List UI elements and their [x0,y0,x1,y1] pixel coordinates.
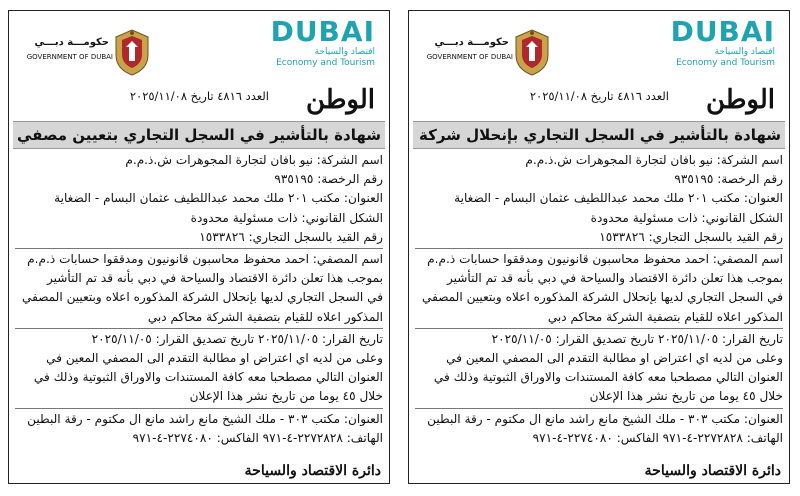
issuer-signature: دائرة الاقتصاد والسياحة [644,463,781,479]
dubai-logo-en: Economy and Tourism [276,58,375,68]
issuer-signature: دائرة الاقتصاد والسياحة [244,463,381,479]
objection-line: وعلى من لديه اي اعتراض او مطالبة التقدم الى المصفي المعين في [46,351,383,366]
dubai-logo-en: Economy and Tourism [676,58,775,68]
government-logo-en: GOVERNMENT OF DUBAI [26,53,113,61]
government-logo-ar: حكومـــة دبـــي [34,37,109,48]
divider [15,328,383,329]
phone-fax-line: الهاتف: ٢٢٧٢٨٢٨-٤-٩٧١ الفاكس: ٢٢٧٤٠٨٠-٤-٩٧١ [532,430,783,445]
liquidator-address-line: العنوان: مكتب ٣٠٣ - ملك الشيخ مانع راشد مانع ال مكتوم - رقة البطين [427,411,783,426]
government-logo-ar: حكومـــة دبـــي [434,37,509,48]
company-name-line: اسم الشركة: نيو بافان لتجارة المجوهرات ش.ذ.م.م [525,153,783,167]
notice-body [415,151,783,448]
issue-date: العدد ٤٨١٦ تاريخ ٢٠٢٥/١١/٠٨ [529,89,669,103]
dubai-logo-ar: اقتصاد والسياحة [714,47,775,57]
dubai-logo-word: DUBAI [270,15,375,48]
registration-number-line: رقم القيد بالسجل التجاري: ١٥٣٣٨٢٦ [199,229,383,244]
liquidator-address-line: العنوان: مكتب ٣٠٣ - ملك الشيخ مانع راشد مانع ال مكتوم - رقة البطين [27,411,383,426]
notice-title: شهادة بالتأشير في السجل التجاري بتعيين مصفي [13,121,385,149]
notice-header [9,11,389,121]
divider [415,408,783,409]
dubai-emblem-icon [111,27,153,77]
decision-date-line: تاريخ القرار: ٢٠٢٥/١١/٠٥ تاريخ تصديق القرار: ٢٠٢٥/١١/٠٥ [491,331,783,346]
address-line: العنوان: مكتب ٢٠١ ملك محمد عبداللطيف عثمان البسام - الضغاية [54,191,383,206]
announcement-line: المذكور اعلاه للقيام بتصفية الشركة محاكم دبي [547,309,783,324]
government-logo [409,25,559,85]
liquidator-line: اسم المصفي: احمد محفوظ محاسبون قانونيون ومدققوا حسابات ذ.م.م [427,252,783,267]
dubai-det-logo [271,17,375,69]
announcement-line: المذكور اعلاه للقيام بتصفية الشركة محاكم دبي [147,309,383,324]
objection-line: العنوان التالي مصطحبا معه كافة المستندات والاوراق الثبوتية وذلك في [33,370,383,385]
announcement-line: بموجب هذا تعلن دائرة الاقتصاد والسياحة في دبي بأنه قد تم التأشير [446,271,783,286]
newspaper-name: الوطن [305,85,375,115]
decision-date-line: تاريخ القرار: ٢٠٢٥/١١/٠٥ تاريخ تصديق القرار: ٢٠٢٥/١١/٠٥ [91,331,383,346]
dubai-det-logo [671,17,775,69]
notice-body [15,151,383,448]
objection-line: العنوان التالي مصطحبا معه كافة المستندات والاوراق الثبوتية وذلك في [433,370,783,385]
divider [415,248,783,249]
government-logo-en: GOVERNMENT OF DUBAI [426,53,513,61]
dubai-logo-word: DUBAI [670,15,775,48]
license-number-line: رقم الرخصة: ٩٣٥١٩٥ [674,172,783,187]
divider [15,408,383,409]
phone-fax-line: الهاتف: ٢٢٧٢٨٢٨-٤-٩٧١ الفاكس: ٢٢٧٤٠٨٠-٤-٩٧١ [132,430,383,445]
objection-line: خلال ٤٥ يوما من تاريخ نشر هذا الإعلان [589,389,783,404]
dubai-emblem-icon [511,27,553,77]
legal-form-line: الشكل القانوني: ذات مسئولية محدودة [590,210,783,225]
notice-liquidator-appointment [8,10,390,484]
government-logo [9,25,159,85]
issue-date: العدد ٤٨١٦ تاريخ ٢٠٢٥/١١/٠٨ [129,89,269,103]
registration-number-line: رقم القيد بالسجل التجاري: ١٥٣٣٨٢٦ [599,229,783,244]
newspaper-name: الوطن [705,85,775,115]
legal-form-line: الشكل القانوني: ذات مسئولية محدودة [190,210,383,225]
dubai-logo-ar: اقتصاد والسياحة [314,47,375,57]
notice-liquidation [408,10,790,484]
objection-line: وعلى من لديه اي اعتراض او مطالبة التقدم الى المصفي المعين في [446,351,783,366]
objection-line: خلال ٤٥ يوما من تاريخ نشر هذا الإعلان [189,389,383,404]
announcement-line: في السجل التجاري لديها بإنحلال الشركة المذكوره اعلاه وبتعيين المصفي [422,290,783,305]
liquidator-line: اسم المصفي: احمد محفوظ محاسبون قانونيون ومدققوا حسابات ذ.م.م [27,252,383,267]
notice-title: شهادة بالتأشير في السجل التجاري بإنحلال شركة [413,121,785,149]
announcement-line: في السجل التجاري لديها بإنحلال الشركة المذكوره اعلاه وبتعيين المصفي [22,290,383,305]
announcement-line: بموجب هذا تعلن دائرة الاقتصاد والسياحة في دبي بأنه قد تم التأشير [46,271,383,286]
notice-header [409,11,789,121]
divider [415,328,783,329]
company-name-line: اسم الشركة: نيو بافان لتجارة المجوهرات ش.ذ.م.م [125,153,383,167]
license-number-line: رقم الرخصة: ٩٣٥١٩٥ [274,172,383,187]
address-line: العنوان: مكتب ٢٠١ ملك محمد عبداللطيف عثمان البسام - الضغاية [454,191,783,206]
divider [15,248,383,249]
